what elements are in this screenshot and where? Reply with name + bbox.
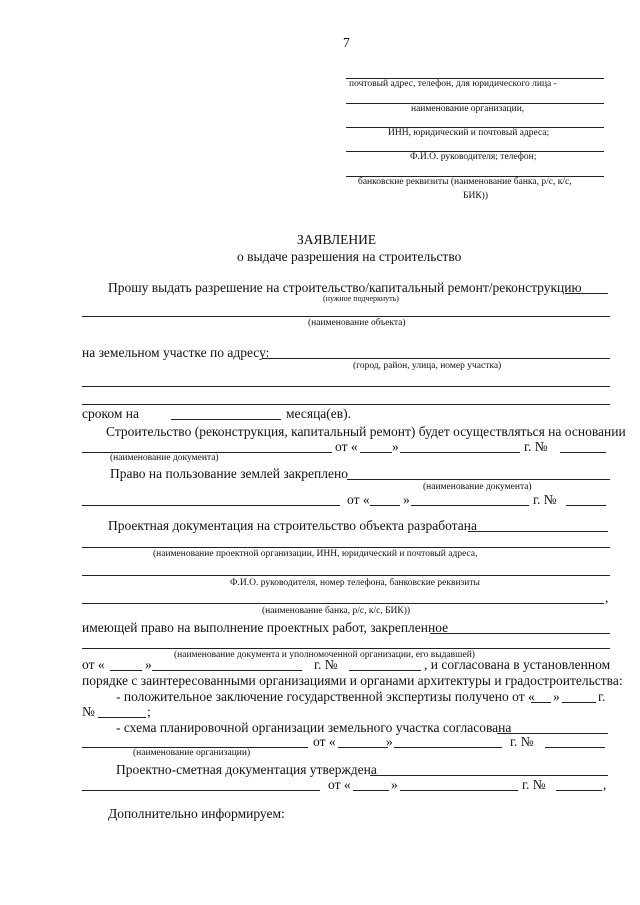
bank-comma: , <box>605 590 609 605</box>
expertise-g: г. <box>598 689 606 704</box>
agreed-num-label: г. № <box>314 657 338 672</box>
land-from: от « <box>347 492 370 507</box>
header-text: наименование организации, <box>411 104 525 114</box>
bank-line[interactable] <box>82 603 604 604</box>
header-text: почтовый адрес, телефон, для юридического лица - <box>349 79 557 89</box>
scheme-num-label: г. № <box>510 734 534 749</box>
basis-day-blank[interactable] <box>360 452 392 453</box>
expertise-day-blank[interactable] <box>531 702 551 703</box>
land-num-blank[interactable] <box>566 505 606 506</box>
estimate-num-label: г. № <box>522 777 546 792</box>
expertise-q2: » <box>553 689 560 704</box>
head-caption: Ф.И.О. руководителя, номер телефона, банковские реквизиты <box>230 578 480 588</box>
estimate-text: Проектно-сметная документация утверждена <box>116 762 377 777</box>
estimate-date-blank[interactable] <box>400 790 518 791</box>
estimate-comma: , <box>603 777 607 792</box>
expertise-date-blank[interactable] <box>562 702 596 703</box>
expertise-num-label: № <box>82 704 95 719</box>
page-number: 7 <box>343 35 350 50</box>
agreed-date-blank[interactable] <box>152 670 302 671</box>
request-text: Прошу выдать разрешение на строительство/капитальный ремонт/реконструкцию <box>108 280 582 295</box>
scheme-from: от « <box>313 734 336 749</box>
land-q2: » <box>403 492 410 507</box>
estimate-org-line[interactable] <box>82 790 320 791</box>
org-caption: (наименование организации) <box>133 748 251 758</box>
basis-q2: » <box>392 439 399 454</box>
basis-text: Строительство (реконструкция, капитальный ремонт) будет осуществляться на основании <box>106 424 626 439</box>
land-num-label: г. № <box>533 492 557 507</box>
estimate-num-blank[interactable] <box>556 790 602 791</box>
scheme-text: - схема планировочной организации земельного участка согласована <box>116 720 512 735</box>
auth-doc-line[interactable] <box>82 648 610 649</box>
additional-info: Дополнительно информируем: <box>108 806 285 821</box>
right-holder-text: имеющей право на выполнение проектных работ, закрепленное <box>82 620 449 635</box>
term-label: сроком на <box>82 406 139 421</box>
land-right-line-2[interactable] <box>82 505 340 506</box>
request-blank[interactable] <box>565 293 608 294</box>
scheme-day-blank[interactable] <box>338 747 388 748</box>
address-caption: (город, район, улица, номер участка) <box>353 361 502 371</box>
scheme-num-blank[interactable] <box>545 747 605 748</box>
bank-caption: (наименование банка, р/с, к/с, БИК)) <box>262 606 411 616</box>
head-line[interactable] <box>82 575 610 576</box>
agreed-from: от « <box>82 657 105 672</box>
expertise-text: - положительное заключение государственной экспертизы получено от « <box>116 689 535 704</box>
doc-caption: (наименование документа) <box>110 453 219 463</box>
estimate-q2: » <box>391 777 398 792</box>
estimate-day-blank[interactable] <box>353 790 389 791</box>
project-org-caption: (наименование проектной организации, ИНН, юридический и почтовый адреса, <box>153 549 478 559</box>
address-line[interactable] <box>262 358 610 359</box>
doc-caption-2: (наименование документа) <box>423 482 532 492</box>
address-label: на земельном участке по адресу: <box>82 345 270 360</box>
project-doc-text: Проектная документация на строительство объекта разработана <box>108 518 477 533</box>
term-unit: месяца(ев). <box>286 406 352 421</box>
header-text: БИК)) <box>463 191 488 201</box>
estimate-from: от « <box>328 777 351 792</box>
project-org-line[interactable] <box>82 547 610 548</box>
agreed-num-blank[interactable] <box>349 670 421 671</box>
header-text: Ф.И.О. руководителя; телефон; <box>410 152 537 162</box>
address-line-3[interactable] <box>82 404 610 405</box>
basis-from: от « <box>335 439 358 454</box>
auth-doc-caption: (наименование документа и уполномоченной организации, его выдавшей) <box>174 650 475 660</box>
expertise-semicolon: ; <box>147 704 151 719</box>
basis-num-blank[interactable] <box>560 452 606 453</box>
land-right-line[interactable] <box>347 479 610 480</box>
document-subtitle: о выдаче разрешения на строительство <box>237 249 462 264</box>
header-text: ИНН, юридический и почтовый адреса; <box>388 128 550 138</box>
order-text: порядке с заинтересованными организациями и органами архитектуры и градостроительства: <box>82 673 623 688</box>
agreed-day-blank[interactable] <box>110 670 142 671</box>
project-doc-line[interactable] <box>468 531 608 532</box>
estimate-line[interactable] <box>370 775 608 776</box>
scheme-date-blank[interactable] <box>394 747 502 748</box>
header-text: банковские реквизиты (наименование банка, р/с, к/с, <box>358 177 572 187</box>
land-date-blank[interactable] <box>411 505 529 506</box>
agreed-text: , и согласована в установленном <box>424 657 611 672</box>
term-blank[interactable] <box>171 419 281 420</box>
object-caption: (наименование объекта) <box>308 318 406 328</box>
land-day-blank[interactable] <box>370 505 400 506</box>
object-name-line[interactable] <box>82 316 610 317</box>
right-holder-line[interactable] <box>430 633 610 634</box>
land-right-text: Право на пользование землей закреплено <box>110 466 348 481</box>
address-line-2[interactable] <box>82 386 610 387</box>
document-title: ЗАЯВЛЕНИЕ <box>297 232 377 247</box>
agreed-q2: » <box>145 657 152 672</box>
basis-date-blank[interactable] <box>400 452 520 453</box>
expertise-num-blank[interactable] <box>98 717 146 718</box>
request-hint: (нужное подчеркнуть) <box>323 294 399 303</box>
scheme-q2: » <box>386 734 393 749</box>
basis-num-label: г. № <box>524 439 548 454</box>
